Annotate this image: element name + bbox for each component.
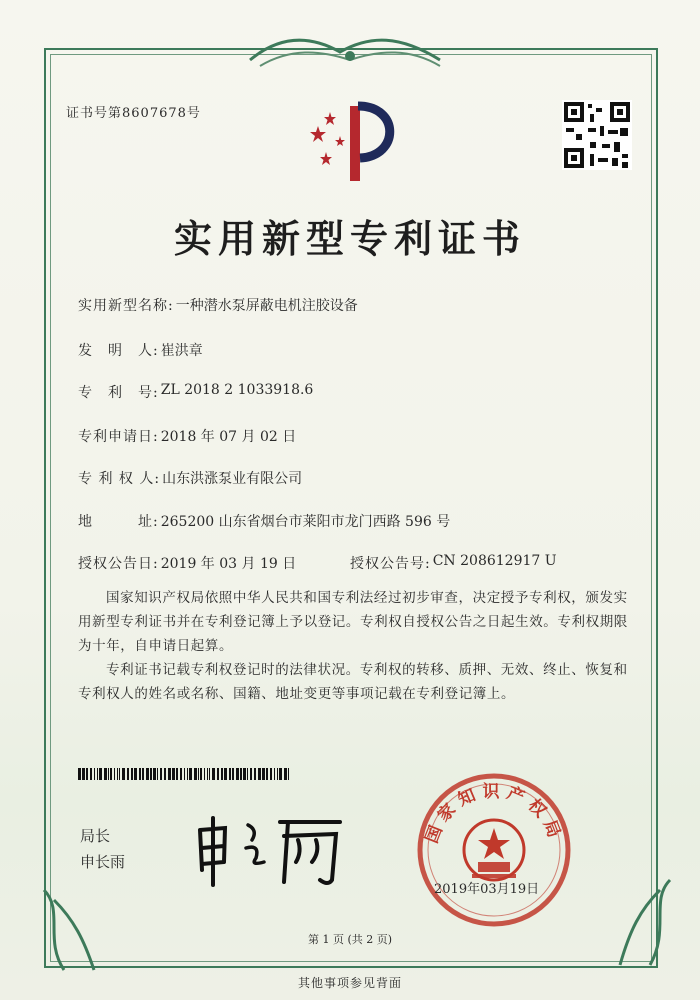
field-grant-announcement-number xyxy=(350,553,557,573)
field-grant-announcement-date xyxy=(78,553,296,573)
barcode-bar xyxy=(288,768,289,780)
back-page-note: 其他事项参见背面 xyxy=(297,976,402,990)
bottom-right-ornament xyxy=(600,870,680,980)
field-application-date xyxy=(78,426,296,446)
barcode-bar xyxy=(277,768,278,780)
patent-office-logo xyxy=(300,96,410,186)
barcode-bar xyxy=(176,768,178,780)
barcode-bar xyxy=(187,768,188,780)
field-value: 一种潜水泵屏蔽电机注胶设备 xyxy=(175,298,358,314)
barcode-bar xyxy=(224,768,227,780)
field-label: 发 明 人: xyxy=(78,343,159,359)
field-patentee xyxy=(78,468,302,488)
barcode-bar xyxy=(189,768,192,780)
barcode-bar xyxy=(247,768,248,780)
field-label: 地 址: xyxy=(78,514,159,530)
barcode-bar xyxy=(184,768,185,780)
official-seal xyxy=(414,770,574,930)
field-value: 山东洪涨泵业有限公司 xyxy=(162,471,303,487)
seal-date: 2019年03月19日 xyxy=(434,882,540,897)
certificate-paragraph: 国家知识产权局依照中华人民共和国专利法经过初步审查，决定授予专利权，颁发实用新型专利证书并在专利登记簿上予以登记。专利权自授权公告之日起生效。专利权期限为十年，自申请日起算。 xyxy=(78,590,628,654)
director-signature xyxy=(180,800,350,890)
barcode-bar xyxy=(198,768,199,780)
barcode-bar xyxy=(243,768,246,780)
barcode-bar xyxy=(207,768,208,780)
barcode-bar xyxy=(221,768,223,780)
barcode-bar xyxy=(236,768,239,780)
top-ornament xyxy=(240,30,460,74)
field-label: 专 利 号: xyxy=(78,385,159,401)
barcode-bar xyxy=(142,768,144,780)
barcode-bar xyxy=(168,768,171,780)
barcode-bar xyxy=(127,768,129,780)
barcode-bar xyxy=(232,768,234,780)
barcode-bar xyxy=(117,768,118,780)
barcode-bar xyxy=(270,768,272,780)
certificate-title: 实用新型专利证书 xyxy=(173,216,526,261)
barcode-bar xyxy=(104,768,107,780)
barcode-bar xyxy=(114,768,115,780)
barcode-bar xyxy=(94,768,95,780)
barcode-bar xyxy=(250,768,252,780)
barcode-bar xyxy=(204,768,205,780)
barcode-bar xyxy=(164,768,166,780)
barcode-bar xyxy=(82,768,85,780)
barcode-bar xyxy=(212,768,215,780)
barcode-bar xyxy=(153,768,156,780)
field-utility-model-name xyxy=(78,295,358,315)
page-number: 第 1 页 (共 2 页) xyxy=(307,933,393,946)
barcode-bar xyxy=(217,768,219,780)
field-label: 授权公告日: xyxy=(78,556,159,572)
field-value: 2018 年 07 月 02 日 xyxy=(160,429,297,445)
barcode-bar xyxy=(86,768,88,780)
barcode-bar xyxy=(284,768,287,780)
barcode-bar xyxy=(274,768,275,780)
field-label: 授权公告号: xyxy=(350,556,431,572)
barcode-bar xyxy=(240,768,242,780)
barcode-bar xyxy=(258,768,261,780)
certificate-paragraph: 专利证书记载专利权登记时的法律状况。专利权的转移、质押、无效、终止、恢复和专利权人的姓名或名称、国籍、地址变更等事项记载在专利登记簿上。 xyxy=(78,662,628,702)
barcode-bar xyxy=(134,768,137,780)
field-label: 专利申请日: xyxy=(78,429,159,445)
barcode-bar xyxy=(262,768,265,780)
barcode-bar xyxy=(279,768,282,780)
barcode-bar xyxy=(139,768,141,780)
field-address xyxy=(78,511,450,531)
field-inventor xyxy=(78,340,203,360)
barcode-bar xyxy=(200,768,202,780)
field-value: 崔洪章 xyxy=(160,343,203,359)
field-value: ZL 2018 2 1033918.6 xyxy=(160,382,314,398)
bottom-left-ornament xyxy=(34,880,104,980)
director-title: 局长 xyxy=(80,827,111,845)
barcode-bar xyxy=(194,768,197,780)
field-label: 实用新型名称: xyxy=(78,298,174,314)
barcode-bar xyxy=(180,768,182,780)
barcode-bar xyxy=(99,768,102,780)
barcode-bar xyxy=(150,768,152,780)
director-name: 申长雨 xyxy=(80,853,126,871)
certificate-number: 证书号第8607678号 xyxy=(66,106,201,121)
barcode-bar xyxy=(122,768,125,780)
barcode xyxy=(78,768,292,780)
field-value: 265200 山东省烟台市莱阳市龙门西路 596 号 xyxy=(160,514,451,530)
barcode-bar xyxy=(172,768,175,780)
field-value: 2019 年 03 月 19 日 xyxy=(160,556,297,572)
barcode-bar xyxy=(119,768,120,780)
barcode-bar xyxy=(160,768,162,780)
barcode-bar xyxy=(90,768,92,780)
field-patent-number xyxy=(78,382,313,402)
barcode-bar xyxy=(78,768,81,780)
barcode-bar xyxy=(266,768,268,780)
barcode-bar xyxy=(131,768,133,780)
barcode-bar xyxy=(157,768,158,780)
barcode-bar xyxy=(229,768,231,780)
barcode-bar xyxy=(108,768,109,780)
field-value: CN 208612917 U xyxy=(432,553,557,569)
barcode-bar xyxy=(209,768,210,780)
barcode-bar xyxy=(146,768,149,780)
field-label: 专 利 权 人: xyxy=(78,471,161,487)
barcode-bar xyxy=(254,768,256,780)
qr-code xyxy=(562,100,632,170)
barcode-bar xyxy=(97,768,98,780)
seal-text: 国家知识产权局 xyxy=(421,781,567,847)
barcode-bar xyxy=(110,768,112,780)
